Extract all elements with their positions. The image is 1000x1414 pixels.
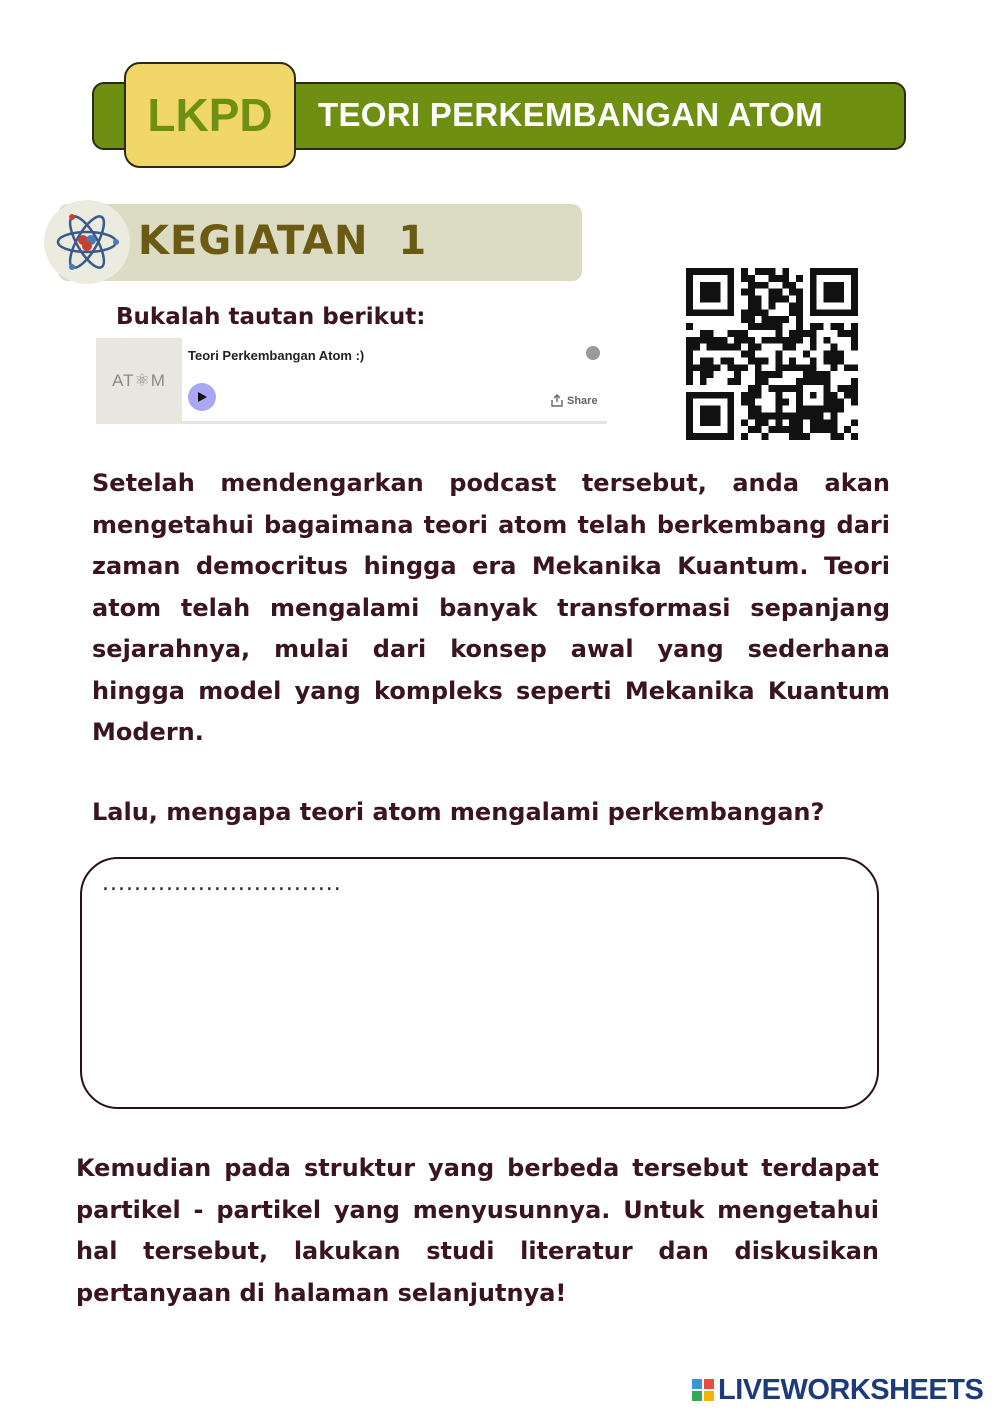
open-link-prompt: Bukalah tautan berikut: [116, 304, 426, 330]
podcast-cover-art: AT⚛M [96, 338, 182, 424]
share-icon [551, 394, 563, 407]
intro-paragraph: Setelah mendengarkan podcast tersebut, anda akan mengetahui bagaimana teori atom telah berkembang dari zaman democritus hingga era Mekanika Kuantum. Teori atom telah mengalami banyak transformasi sepanjang sejarahnya, mulai dari konsep awal yang sederhana hingga model yang kompleks seperti Mekanika Kuantum Modern. [92, 469, 890, 746]
play-icon [196, 391, 208, 403]
brand-name: LIVEWORKSHEETS [718, 1373, 984, 1406]
answer-placeholder[interactable]: .............................. [102, 871, 342, 896]
liveworksheets-logo [692, 1375, 983, 1405]
podcast-embed[interactable] [96, 338, 607, 424]
play-button[interactable] [188, 383, 216, 411]
answer-box[interactable] [80, 857, 879, 1109]
share-button[interactable] [551, 394, 598, 407]
liveworksheets-mark-icon [692, 1379, 714, 1401]
qr-code[interactable] [686, 268, 858, 440]
activity-heading: KEGIATAN 1 [138, 218, 428, 264]
lkpd-badge [124, 62, 296, 168]
share-label: Share [567, 394, 598, 407]
spotify-icon[interactable] [586, 346, 600, 360]
worksheet-title: TEORI PERKEMBANGAN ATOM [318, 96, 823, 133]
question-text: Lalu, mengapa teori atom mengalami perkembangan? [92, 798, 825, 826]
instruction-paragraph: Kemudian pada struktur yang berbeda tersebut terdapat partikel - partikel yang menyusunnya. Untuk mengetahui hal tersebut, lakukan studi literatur dan diskusikan pertanyaan di halaman selanjutnya! [76, 1154, 879, 1307]
lkpd-badge-label: LKPD [147, 89, 273, 141]
podcast-title[interactable]: Teori Perkembangan Atom :) [188, 348, 365, 363]
atom-icon [44, 200, 130, 284]
